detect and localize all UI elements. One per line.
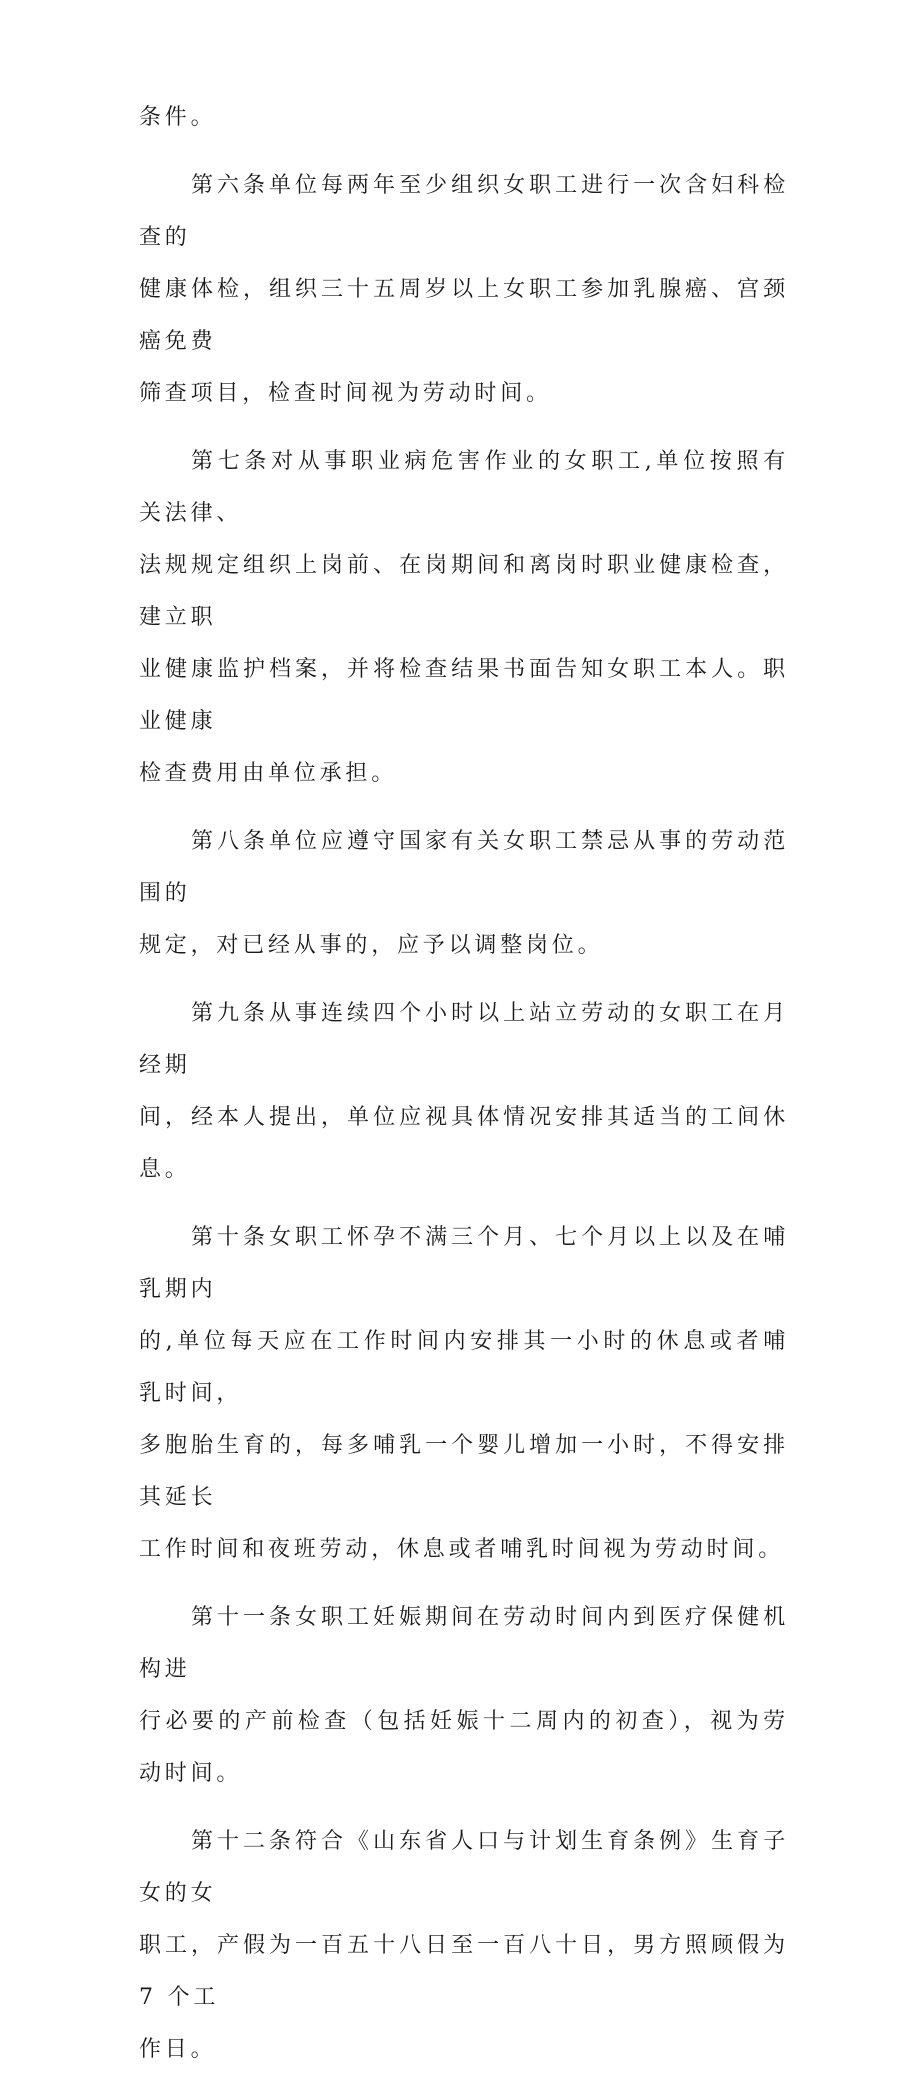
paragraph-article-8 [139,816,789,972]
text-line: 工作时间和夜班劳动，休息或者哺乳时间视为劳动时间。 [139,1537,785,1562]
text-line: 第十条女职工怀孕不满三个月、七个月以上以及在哺乳期内 [139,1225,789,1302]
text-line: 作日。 [139,2037,217,2062]
text-line: 的,单位每天应在工作时间内安排其一小时的休息或者哺乳时间， [139,1329,789,1406]
text-line: 第十一条女职工妊娠期间在劳动时间内到医疗保健机构进 [139,1605,789,1682]
text-line: 规定，对已经从事的，应予以调整岗位。 [139,933,604,958]
paragraph-article-6 [139,160,789,420]
text-line: 间，经本人提出，单位应视具体情况安排其适当的工间休息。 [139,1105,789,1182]
text-line: 行必要的产前检查（包括妊娠十二周内的初查），视为劳动时间。 [139,1709,789,1786]
paragraph-article-9 [139,988,789,1196]
text-line: 职工，产假为一百五十八日至一百八十日，男方照顾假为 7 个工 [139,1933,789,2010]
paragraph-article-7 [139,436,789,800]
text-line: 第七条对从事职业病危害作业的女职工,单位按照有关法律、 [139,449,789,526]
text-line: 业健康监护档案，并将检查结果书面告知女职工本人。职业健康 [139,657,789,734]
text-line: 多胞胎生育的，每多哺乳一个婴儿增加一小时，不得安排其延长 [139,1433,789,1510]
text-line: 第六条单位每两年至少组织女职工进行一次含妇科检查的 [139,173,789,250]
document-body [139,92,789,2092]
text-line: 法规规定组织上岗前、在岗期间和离岗时职业健康检查，建立职 [139,553,789,630]
text-line: 第九条从事连续四个小时以上站立劳动的女职工在月经期 [139,1001,789,1078]
paragraph-article-10 [139,1212,789,1576]
paragraph-article-12 [139,1816,789,2076]
text-line: 第八条单位应遵守国家有关女职工禁忌从事的劳动范围的 [139,829,789,906]
text-line: 健康体检，组织三十五周岁以上女职工参加乳腺癌、宫颈癌免费 [139,277,789,354]
text-line: 第十二条符合《山东省人口与计划生育条例》生育子女的女 [139,1829,789,1906]
text-line: 条件。 [139,105,217,130]
text-line: 筛查项目，检查时间视为劳动时间。 [139,381,552,406]
paragraph-continuation [139,92,789,144]
paragraph-article-11 [139,1592,789,1800]
text-line: 检查费用由单位承担。 [139,761,398,786]
